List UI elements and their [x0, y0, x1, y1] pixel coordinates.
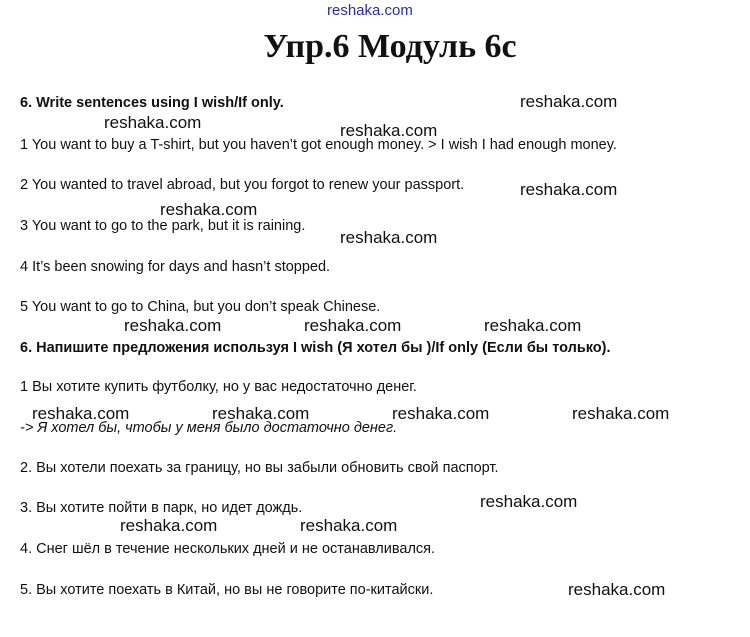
watermark: reshaka.com — [392, 404, 490, 423]
watermark: reshaka.com — [340, 228, 438, 247]
russian-item-1: 1 Вы хотите купить футболку, но у вас недостаточно денег. — [20, 379, 417, 395]
russian-item-5: 5. Вы хотите поехать в Китай, но вы не говорите по-китайски. — [20, 582, 434, 598]
header-watermark: reshaka.com — [327, 2, 413, 19]
watermark: reshaka.com — [484, 316, 582, 335]
russian-item-2: 2. Вы хотели поехать за границу, но вы забыли обновить свой паспорт. — [20, 460, 499, 476]
english-item-2: 2 You wanted to travel abroad, but you forgot to renew your passport. — [20, 177, 465, 193]
english-item-1: 1 You want to buy a T-shirt, but you haven’t got enough money. > I wish I had enough money. — [20, 137, 617, 153]
watermark: reshaka.com — [572, 404, 670, 423]
watermark: reshaka.com — [300, 516, 398, 535]
watermark: reshaka.com — [32, 404, 130, 423]
english-heading: 6. Write sentences using I wish/If only. — [20, 95, 284, 111]
english-item-4: 4 It’s been snowing for days and hasn’t stopped. — [20, 259, 331, 275]
watermark: reshaka.com — [160, 200, 258, 219]
watermark: reshaka.com — [104, 113, 202, 132]
russian-answer-1: -> Я хотел бы, чтобы у меня было достаточно денег. — [20, 420, 398, 436]
russian-item-3: 3. Вы хотите пойти в парк, но идет дождь. — [20, 500, 303, 516]
watermark: reshaka.com — [520, 92, 618, 111]
english-item-3: 3 You want to go to the park, but it is raining. — [20, 218, 306, 234]
russian-item-4: 4. Снег шёл в течение нескольких дней и не останавливался. — [20, 541, 436, 557]
watermark: reshaka.com — [124, 316, 222, 335]
watermark: reshaka.com — [520, 180, 618, 199]
watermark: reshaka.com — [304, 316, 402, 335]
watermark: reshaka.com — [568, 580, 666, 599]
watermark: reshaka.com — [212, 404, 310, 423]
watermark: reshaka.com — [120, 516, 218, 535]
english-item-5: 5 You want to go to China, but you don’t speak Chinese. — [20, 299, 381, 315]
russian-heading: 6. Напишите предложения используя I wish (Я хотел бы )/If only (Если бы только). — [20, 340, 611, 356]
page-title: Упр.6 Модуль 6с — [263, 28, 517, 65]
watermark: reshaka.com — [480, 492, 578, 511]
watermark: reshaka.com — [340, 121, 438, 140]
